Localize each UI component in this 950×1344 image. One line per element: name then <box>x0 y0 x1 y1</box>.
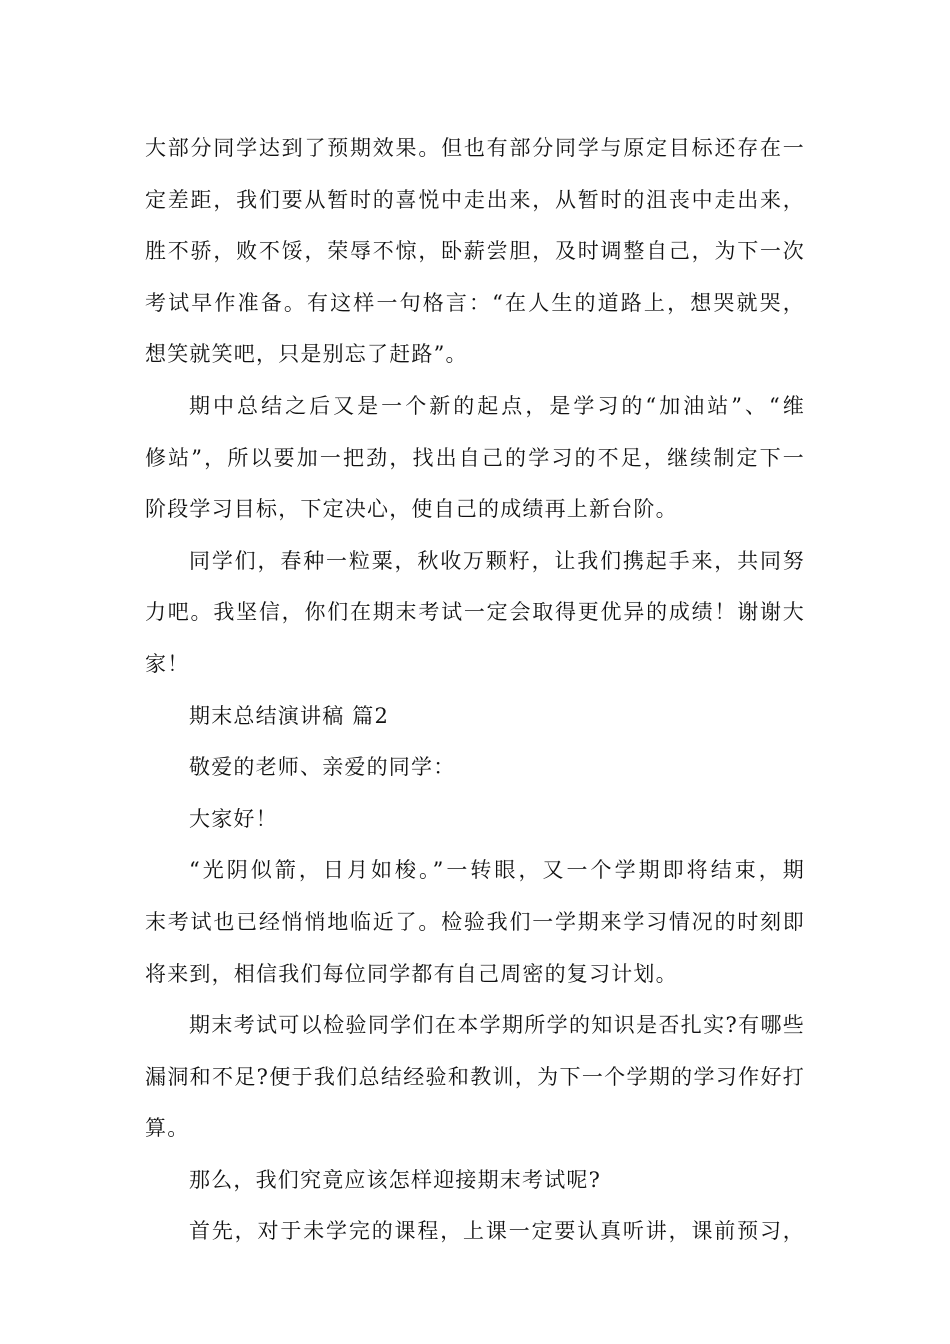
paragraph-first-line: 首先，对于未学完的课程，上课一定要认真听讲，课前预习， <box>189 1219 805 1244</box>
text-line: 将来到，相信我们每位同学都有自己周密的复习计划。 <box>145 961 678 986</box>
text-line: 胜不骄，败不馁，荣辱不惊，卧薪尝胆，及时调整自己，为下一次 <box>145 239 805 264</box>
text-line: 想笑就笑吧，只是别忘了赶路”。 <box>145 342 468 367</box>
salutation: 敬爱的老师、亲爱的同学： <box>189 755 456 780</box>
text-line: 修站”，所以要加一把劲，找出自己的学习的不足，继续制定下一 <box>145 445 805 470</box>
document-body <box>145 123 805 1258</box>
text-line: 力吧。我坚信，你们在期末考试一定会取得更优异的成绩！谢谢大 <box>145 600 805 625</box>
text-line: 末考试也已经悄悄地临近了。检验我们一学期来学习情况的时刻即 <box>145 909 805 934</box>
text-line: 漏洞和不足?便于我们总结经验和教训，为下一个学期的学习作好打 <box>145 1064 805 1089</box>
greeting: 大家好！ <box>189 806 278 831</box>
text-line: 大部分同学达到了预期效果。但也有部分同学与原定目标还存在一 <box>145 136 805 160</box>
text-line: 算。 <box>145 1116 190 1141</box>
paragraph-first-line: 同学们，春种一粒粟，秋收万颗籽，让我们携起手来，共同努 <box>189 548 805 573</box>
paragraph-first-line: 期末考试可以检验同学们在本学期所学的知识是否扎实?有哪些 <box>189 1013 805 1038</box>
text-line: 考试早作准备。有这样一句格言：“在人生的道路上，想哭就哭， <box>145 290 805 315</box>
text-line: 家！ <box>145 651 190 676</box>
text-line: 阶段学习目标，下定决心，使自己的成绩再上新台阶。 <box>145 497 678 522</box>
paragraph-first-line: 期中总结之后又是一个新的起点，是学习的“加油站”、“维 <box>189 393 805 418</box>
paragraph-first-line: “光阴似箭，日月如梭。”一转眼，又一个学期即将结束，期 <box>189 858 805 883</box>
text-line: 定差距，我们要从暂时的喜悦中走出来，从暂时的沮丧中走出来， <box>145 187 805 212</box>
section-heading: 期末总结演讲稿 篇2 <box>189 703 390 728</box>
paragraph-first-line: 那么，我们究竟应该怎样迎接期末考试呢? <box>189 1167 602 1192</box>
